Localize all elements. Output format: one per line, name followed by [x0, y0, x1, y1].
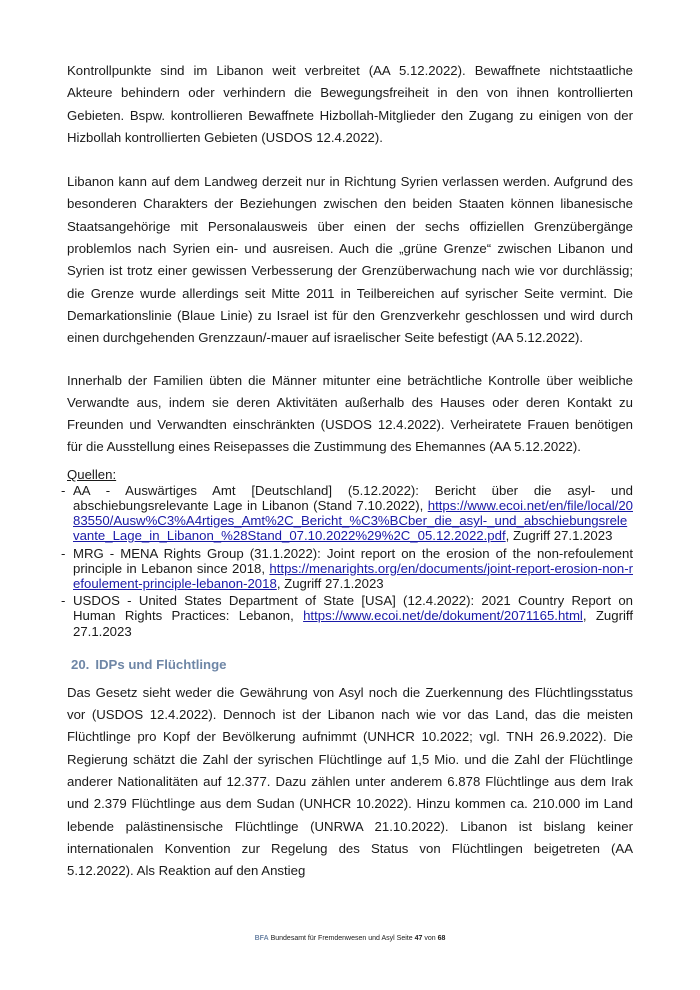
source-item-mrg	[61, 545, 633, 592]
footer-page-label: Seite	[396, 935, 413, 942]
footer-brand: BFA	[254, 935, 269, 942]
footer-page-total: 68	[437, 935, 446, 942]
paragraph-refugees: Das Gesetz sieht weder die Gewährung von Asyl noch die Zuerkennung des Flüchtlingsstatus vor (USDOS 12.4.2022). Dennoch ist der Libanon nach wie vor das Land, das die meisten Flüchtlinge pro Kopf der Bevölkerung aufnimmt (UNHCR 10.2022; vgl. TNH 26.9.2022). Die Regierung schätzt die Zahl der syrischen Flüchtlinge auf 1,5 Mio. und die Zahl der Flüchtlinge anderer Nationalitäten auf 12.377. Dazu zählen unter anderem 6.878 Flüchtlinge aus dem Irak und 2.379 Flüchtlinge aus dem Sudan (UNHCR 10.2022). Hinzu kommen ca. 210.000 im Land lebende palästinensische Flüchtlinge (UNRWA 21.10.2022). Libanon ist bislang keiner internationalen Konvention zur Regelung des Status von Flüchtlingen beigetreten (AA 5.12.2022). Als Reaktion auf den Anstieg	[67, 684, 633, 879]
source-link[interactable]: https://www.ecoi.net/de/dokument/2071165.html	[303, 608, 583, 624]
sources-title: Quellen:	[67, 466, 117, 482]
paragraph-family-control: Innerhalb der Familien übten die Männer mitunter eine beträchtliche Kontrolle über weibliche Verwandte aus, indem sie deren Aktivitäten außerhalb des Hauses oder deren Kontakt zu Freunden und Verwandten einschränkten (USDOS 12.4.2022). Verheiratete Frauen benötigen für die Ausstellung eines Reisepasses die Zustimmung des Ehemannes (AA 5.12.2022).	[67, 372, 633, 455]
source-text: MRG - MENA Rights Group (31.1.2022): Joint report on the erosion of the non-refoulement principle in Lebanon since 2018,	[73, 545, 633, 576]
page-footer	[0, 935, 700, 942]
footer-page-number: 47	[414, 935, 423, 942]
sources-list	[61, 482, 633, 639]
paragraph-checkpoints: Kontrollpunkte sind im Libanon weit verbreitet (AA 5.12.2022). Bewaffnete nichtstaatliche Akteure behindern oder verhindern die Bewegungsfreiheit in den von ihnen kontrollierten Gebieten. Bspw. kontrollieren Bewaffnete Hizbollah-Mitglieder den Zugang zu einigen von der Hizbollah kontrollierten Gebieten (USDOS 12.4.2022).	[67, 63, 633, 145]
source-item-usdos	[61, 593, 633, 639]
list-dash: -	[61, 482, 66, 498]
footer-org: Bundesamt für Fremdenwesen und Asyl	[270, 935, 395, 942]
list-dash: -	[61, 593, 66, 609]
source-link[interactable]: https://www.ecoi.net/en/file/local/2083550/Ausw%C3%A4rtiges_Amt%2C_Bericht_%C3%BCber_die_asyl-_und_abschiebungsrelevante_Lage_in_Libanon_%28Stand_07.10.2022%29%2C_05.12.2022.pdf	[73, 497, 633, 544]
list-dash: -	[61, 545, 66, 561]
source-access-date: , Zugriff 27.1.2023	[276, 575, 384, 591]
source-text: AA - Auswärtiges Amt [Deutschland] (5.12.2022): Bericht über die asyl- und abschiebungsrelevante Lage in Libanon (Stand 7.10.2022),	[73, 482, 633, 513]
section-title: IDPs und Flüchtlinge	[95, 656, 227, 672]
source-text: USDOS - United States Department of State [USA] (12.4.2022): 2021 Country Report on Human Rights Practices: Lebanon,	[73, 593, 633, 624]
source-item-aa	[61, 482, 633, 544]
source-access-date: , Zugriff 27.1.2023	[73, 608, 633, 639]
document-page	[61, 60, 633, 882]
source-link[interactable]: https://menarights.org/en/documents/joint-report-erosion-non-refoulement-principle-lebanon-2018	[73, 560, 633, 591]
footer-of-label: von	[424, 935, 436, 942]
source-access-date: , Zugriff 27.1.2023	[505, 528, 613, 544]
paragraph-land-border: Libanon kann auf dem Landweg derzeit nur in Richtung Syrien verlassen werden. Aufgrund des besonderen Charakters der Beziehungen zwischen den beiden Staaten können libanesische Staatsangehörige mit Personalausweis über einen der sechs offiziellen Grenzübergänge problemlos nach Syrien ein- und ausreisen. Auch die „grüne Grenze“ zwischen Libanon und Syrien ist trotz einer gewissen Verbesserung der Grenzüberwachung nach wie vor durchlässig; die Grenze wurde allerdings seit Mitte 2011 in Teilbereichen auf syrischer Seite vermint. Die Demarkationslinie (Blaue Linie) zu Israel ist für den Grenzverkehr geschlossen und wird durch einen durchgehenden Grenzzaun/-mauer auf israelischer Seite befestigt (AA 5.12.2022).	[67, 174, 633, 346]
section-number: 20.	[71, 656, 90, 672]
section-heading	[71, 657, 633, 672]
